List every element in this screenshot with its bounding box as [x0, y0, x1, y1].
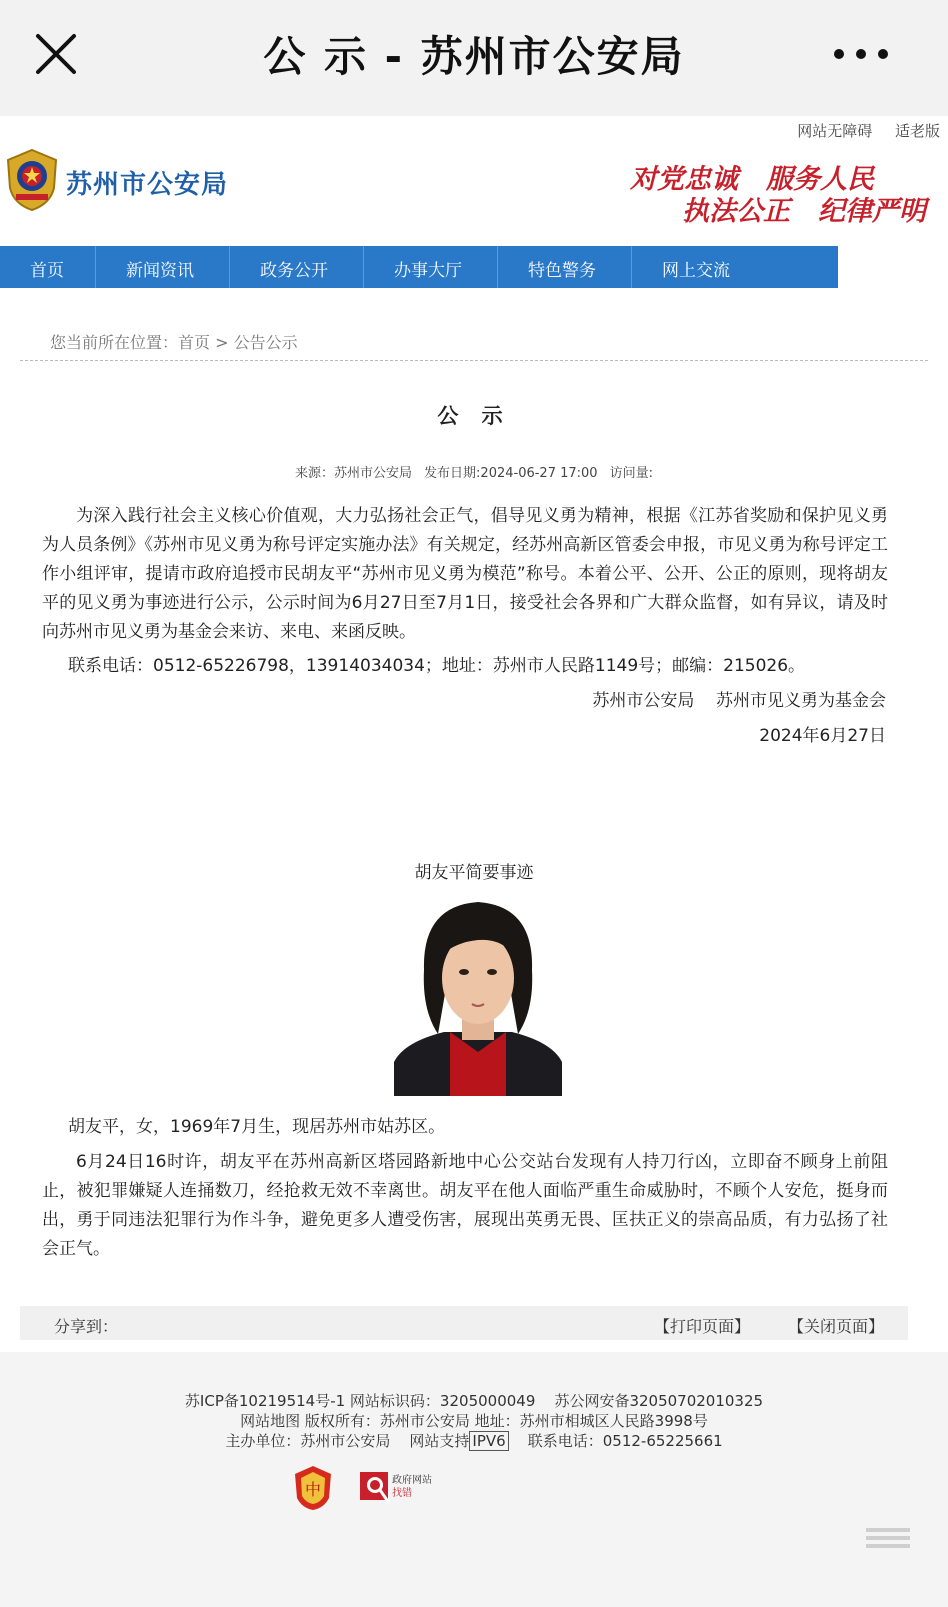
breadcrumb-current[interactable]: 公告公示 — [233, 333, 298, 352]
slogan-text: 服务人民 — [766, 164, 874, 195]
menu-lines-icon[interactable] — [858, 1524, 918, 1552]
nav-item-news[interactable]: 新闻资讯 — [96, 246, 230, 288]
police-emblem-icon — [4, 148, 60, 212]
notice-paragraph: 为深入践行社会主义核心价值观，大力弘扬社会正气，倡导见义勇为精神，根据《江苏省奖励和保护见义勇为人员条例》《苏州市见义勇为称号评定实施办法》有关规定，经苏州高新区管委会申报，市见义勇为称号评定工作小组评审，提请市政府追授市民胡友平“苏州市见义勇为模范”称号。本着公平、公开、公正的原则，现将胡友平的见义勇为事迹进行公示，公示时间为6月27日至7月1日，接受社会各界和广大群众监督，如有异议，请及时向苏州市见义勇为基金会来访、来电、来函反映。 — [42, 506, 888, 642]
print-page-button[interactable]: 【打印页面】 — [653, 1317, 750, 1336]
slogan-text: 纪律严明 — [818, 196, 926, 227]
footer-host-text: 主办单位：苏州市公安局 网站支持 — [225, 1432, 470, 1450]
meta-source: 来源：苏州市公安局 — [295, 466, 413, 481]
ipv6-badge: IPV6 — [469, 1431, 508, 1451]
footer-phone: 联系电话：0512-65225661 — [508, 1432, 723, 1450]
notice-date: 2024年6月27日 — [759, 726, 886, 746]
deeds-title: 胡友平简要事迹 — [414, 863, 534, 883]
breadcrumb-separator: > — [210, 333, 234, 352]
share-label: 分享到： — [54, 1317, 119, 1336]
article-meta — [0, 462, 948, 481]
gov-site-report-error-badge[interactable] — [358, 1470, 442, 1510]
slogan-text: 对党忠诚 — [630, 164, 738, 195]
meta-views: 访问量: — [609, 466, 653, 481]
breadcrumb — [50, 330, 298, 353]
magnifier-icon — [358, 1470, 392, 1506]
article-title: 公 示 — [437, 404, 511, 428]
divider — [20, 360, 928, 361]
person-intro: 胡友平，女，1969年7月生，现居苏州市姑苏区。 — [68, 1117, 446, 1137]
party-gov-badge-icon[interactable] — [292, 1464, 334, 1512]
utility-links — [779, 120, 940, 141]
slogan — [626, 164, 926, 228]
close-page-button[interactable]: 【关闭页面】 — [787, 1317, 884, 1336]
nav-item-home[interactable]: 首页 — [0, 246, 96, 288]
elderly-mode-link[interactable]: 适老版 — [894, 122, 940, 140]
svg-text:中: 中 — [304, 1480, 322, 1499]
nav-item-service-hall[interactable]: 办事大厅 — [364, 246, 498, 288]
site-name: 苏州市公安局 — [66, 170, 229, 200]
more-options-icon[interactable] — [834, 42, 890, 66]
nav-item-gov-affairs[interactable]: 政务公开 — [230, 246, 364, 288]
site-header — [0, 140, 948, 240]
contact-info: 联系电话：0512-65226798，13914034034；地址：苏州市人民路1149号；邮编：215026。 — [68, 656, 806, 676]
badge-text: 找错 — [392, 1488, 412, 1499]
meta-date: 发布日期:2024-06-27 17:00 — [424, 466, 598, 481]
browser-topbar — [0, 0, 948, 116]
footer-icp: 苏ICP备10219514号-1 网站标识码：3205000049 苏公网安备32050702010325 — [184, 1392, 764, 1410]
badge-text: 政府网站 — [392, 1475, 432, 1486]
share-bar — [20, 1306, 908, 1340]
breadcrumb-home[interactable]: 首页 — [178, 333, 211, 352]
signers: 苏州市公安局 苏州市见义勇为基金会 — [592, 691, 886, 711]
nav-item-online-exchange[interactable]: 网上交流 — [662, 261, 730, 281]
nav-item-featured-policing[interactable]: 特色警务 — [498, 246, 632, 288]
footer-copyright: 网站地图 版权所有：苏州市公安局 地址：苏州市相城区人民路3998号 — [240, 1412, 708, 1430]
main-nav — [0, 246, 838, 288]
accessibility-link[interactable]: 网站无障碍 — [797, 122, 873, 140]
deeds-paragraph: 6月24日16时许，胡友平在苏州高新区塔园路新地中心公交站台发现有人持刀行凶，立即奋不顾身上前阻止，被犯罪嫌疑人连捅数刀，经抢救无效不幸离世。胡友平在他人面临严重生命威胁时，不顾个人安危，挺身而出，勇于同违法犯罪行为作斗争，避免更多人遭受伤害，展现出英勇无畏、匡扶正义的崇高品质，有力弘扬了社会正气。 — [42, 1152, 888, 1259]
page-title: 公 示 - 苏州市公安局 — [263, 32, 685, 81]
footer-host — [0, 1430, 948, 1451]
site-footer — [0, 1352, 948, 1607]
portrait-photo — [394, 892, 562, 1096]
slogan-text: 执法公正 — [682, 196, 790, 227]
breadcrumb-prefix: 您当前所在位置： — [50, 333, 179, 352]
